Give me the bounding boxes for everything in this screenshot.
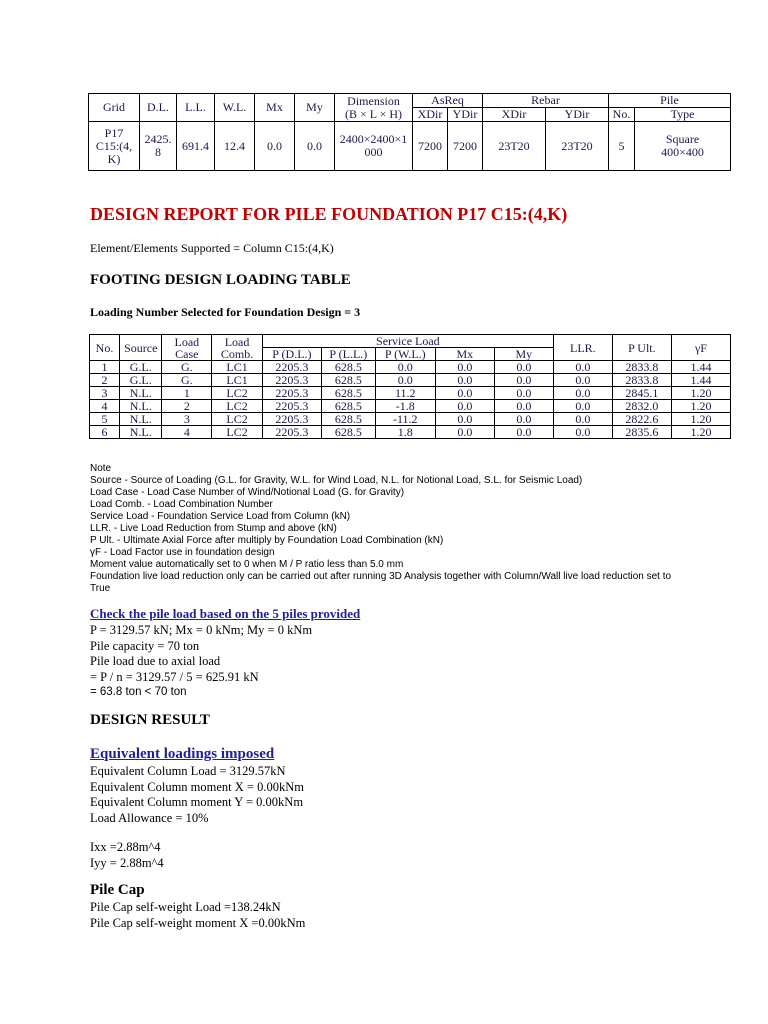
equivalent-line: Equivalent Column Load = 3129.57kN [90, 764, 286, 778]
cell-load-comb: LC2 [212, 413, 263, 426]
col-pdl: P (D.L.) [262, 348, 321, 361]
cell-pll: 628.5 [321, 400, 375, 413]
col-llr: LLR. [553, 335, 612, 361]
col-pwl: P (W.L.) [375, 348, 435, 361]
cell-my: 0.0 [494, 426, 553, 439]
cell-rebar-y: 23T20 [546, 122, 609, 171]
cell-grid: P17 C15:(4, K) [89, 122, 140, 171]
cell-pdl: 2205.3 [262, 413, 321, 426]
col-my: My [295, 94, 335, 122]
dimension-unit: (B × L × H) [344, 106, 403, 121]
pile-cap-line: Pile Cap self-weight Load =138.24kN [90, 900, 281, 914]
report-title: DESIGN REPORT FOR PILE FOUNDATION P17 C15:(4,K) [90, 204, 568, 224]
cell-pwl: -1.8 [375, 400, 435, 413]
cell-wl: 12.4 [215, 122, 255, 171]
loading-selected: Loading Number Selected for Foundation Design = 3 [90, 305, 361, 319]
cell-mx: 0.0 [255, 122, 295, 171]
cell-llr: 0.0 [553, 387, 612, 400]
cell-pll: 628.5 [321, 361, 375, 374]
col-pile-no: No. [609, 108, 635, 122]
equivalent-heading: Equivalent loadings imposed [90, 746, 275, 762]
col-no: No. [90, 335, 120, 361]
col-rebar-x: XDir [483, 108, 546, 122]
col-rebar: Rebar [483, 94, 609, 108]
col-load-comb: Load Comb. [212, 335, 263, 361]
cell-pult: 2833.8 [612, 361, 671, 374]
table-row [90, 387, 731, 400]
cell-pwl: 0.0 [375, 361, 435, 374]
cell-pwl: 11.2 [375, 387, 435, 400]
cell-load-case: 3 [162, 413, 212, 426]
cell-llr: 0.0 [553, 426, 612, 439]
cell-dimension: 2400×2400×1 000 [335, 122, 413, 171]
cell-no: 2 [90, 374, 120, 387]
note-line: True [90, 583, 111, 594]
cell-my: 0.0 [494, 361, 553, 374]
cell-pile-no: 5 [609, 122, 635, 171]
cell-source: N.L. [120, 387, 162, 400]
cell-pult: 2835.6 [612, 426, 671, 439]
note-line: Source - Source of Loading (G.L. for Gravity, W.L. for Wind Load, N.L. for Notional Load, S.L. for Seismic Load) [90, 475, 583, 486]
cell-pll: 628.5 [321, 374, 375, 387]
cell-source: G.L. [120, 361, 162, 374]
cell-load-comb: LC2 [212, 387, 263, 400]
cell-no: 5 [90, 413, 120, 426]
table-row [90, 413, 731, 426]
cell-pdl: 2205.3 [262, 374, 321, 387]
cell-source: G.L. [120, 374, 162, 387]
cell-no: 1 [90, 361, 120, 374]
pile-check-line: P = 3129.57 kN; Mx = 0 kNm; My = 0 kNm [90, 623, 313, 637]
cell-llr: 0.0 [553, 400, 612, 413]
col-pile-type: Type [635, 108, 731, 122]
col-rebar-y: YDir [546, 108, 609, 122]
loading-table [89, 334, 731, 439]
cell-pile-type: Square 400×400 [635, 122, 731, 171]
cell-mx: 0.0 [435, 426, 494, 439]
note-line: Foundation live load reduction only can be carried out after running 3D Analysis together with Column/Wall live load reduction set to [90, 571, 672, 582]
cell-dl: 2425. 8 [140, 122, 177, 171]
table-row [90, 426, 731, 439]
table-row [90, 374, 731, 387]
col-pile: Pile [609, 94, 731, 108]
cell-load-case: 1 [162, 387, 212, 400]
notes [90, 463, 750, 595]
table-row [89, 122, 731, 171]
table-row [90, 400, 731, 413]
col-asreq-x: XDir [413, 108, 448, 122]
pile-cap-line: Pile Cap self-weight moment X =0.00kNm [90, 915, 306, 930]
cell-my: 0.0 [494, 374, 553, 387]
cell-no: 3 [90, 387, 120, 400]
cell-pdl: 2205.3 [262, 361, 321, 374]
cell-load-comb: LC2 [212, 426, 263, 439]
elements-supported: Element/Elements Supported = Column C15:(4,K) [90, 241, 334, 255]
table-row [90, 361, 731, 374]
cell-source: N.L. [120, 400, 162, 413]
cell-pdl: 2205.3 [262, 426, 321, 439]
dimension-label: Dimension [347, 93, 400, 108]
cell-my: 0.0 [494, 400, 553, 413]
cell-pwl: 1.8 [375, 426, 435, 439]
cell-mx: 0.0 [435, 387, 494, 400]
pile-check-line: = P / n = 3129.57 / 5 = 625.91 kN [90, 669, 259, 684]
equivalent-line: Load Allowance = 10% [90, 810, 209, 825]
footing-heading: FOOTING DESIGN LOADING TABLE [90, 272, 351, 288]
note-line: Load Case - Load Case Number of Wind/Notional Load (G. for Gravity) [90, 487, 405, 498]
col-asreq-y: YDir [448, 108, 483, 122]
col-source: Source [120, 335, 162, 361]
note-line: P Ult. - Ultimate Axial Force after multiply by Foundation Load Combination (kN) [90, 535, 444, 546]
col-pll: P (L.L.) [321, 348, 375, 361]
col-mx: Mx [435, 348, 494, 361]
pile-check-heading: Check the pile load based on the 5 piles provided [90, 606, 361, 621]
pile-check [90, 606, 360, 701]
pile-cap [90, 882, 305, 931]
cell-asreq-y: 7200 [448, 122, 483, 171]
cell-pwl: -11.2 [375, 413, 435, 426]
col-wl: W.L. [215, 94, 255, 122]
cell-pll: 628.5 [321, 413, 375, 426]
cell-load-case: G. [162, 361, 212, 374]
pile-check-line: Pile capacity = 70 ton [90, 638, 200, 653]
cell-pult: 2833.8 [612, 374, 671, 387]
note-line: Moment value automatically set to 0 when M / P ratio less than 5.0 mm [90, 559, 404, 570]
note-line: Load Comb. - Load Combination Number [90, 499, 273, 510]
equivalent-loadings [90, 746, 304, 871]
design-result-heading: DESIGN RESULT [90, 712, 210, 728]
cell-load-comb: LC1 [212, 374, 263, 387]
cell-gf: 1.20 [671, 426, 730, 439]
pile-check-line: Pile load due to axial load [90, 654, 221, 668]
col-asreq: AsReq [413, 94, 483, 108]
cell-pwl: 0.0 [375, 374, 435, 387]
cell-no: 4 [90, 400, 120, 413]
col-ll: L.L. [177, 94, 215, 122]
cell-source: N.L. [120, 426, 162, 439]
cell-ll: 691.4 [177, 122, 215, 171]
cell-pult: 2845.1 [612, 387, 671, 400]
inertia-line: Ixx =2.88m^4 [90, 840, 161, 854]
equivalent-line: Equivalent Column moment Y = 0.00kNm [90, 795, 304, 809]
cell-mx: 0.0 [435, 361, 494, 374]
col-gf: γF [671, 335, 730, 361]
cell-llr: 0.0 [553, 361, 612, 374]
note-line: γF - Load Factor use in foundation design [90, 547, 275, 558]
cell-gf: 1.20 [671, 400, 730, 413]
cell-gf: 1.44 [671, 361, 730, 374]
cell-pult: 2822.6 [612, 413, 671, 426]
cell-mx: 0.0 [435, 400, 494, 413]
col-pult: P Ult. [612, 335, 671, 361]
cell-my: 0.0 [494, 387, 553, 400]
cell-source: N.L. [120, 413, 162, 426]
cell-llr: 0.0 [553, 413, 612, 426]
col-grid: Grid [89, 94, 140, 122]
pile-cap-heading: Pile Cap [90, 882, 145, 898]
cell-my: 0.0 [295, 122, 335, 171]
cell-rebar-x: 23T20 [483, 122, 546, 171]
cell-mx: 0.0 [435, 413, 494, 426]
cell-llr: 0.0 [553, 374, 612, 387]
col-service-load: Service Load [262, 335, 553, 348]
col-load-case: Load Case [162, 335, 212, 361]
cell-my: 0.0 [494, 413, 553, 426]
cell-load-case: G. [162, 374, 212, 387]
cell-load-comb: LC1 [212, 361, 263, 374]
cell-pll: 628.5 [321, 387, 375, 400]
pile-check-line: = 63.8 ton < 70 ton [90, 686, 187, 698]
cell-gf: 1.44 [671, 374, 730, 387]
cell-pll: 628.5 [321, 426, 375, 439]
cell-asreq-x: 7200 [413, 122, 448, 171]
cell-load-comb: LC2 [212, 400, 263, 413]
cell-mx: 0.0 [435, 374, 494, 387]
note-line: Note [90, 463, 112, 474]
cell-load-case: 2 [162, 400, 212, 413]
summary-table [88, 93, 731, 171]
inertia-line: Iyy = 2.88m^4 [90, 855, 164, 870]
col-my: My [494, 348, 553, 361]
cell-pult: 2832.0 [612, 400, 671, 413]
cell-gf: 1.20 [671, 413, 730, 426]
equivalent-line: Equivalent Column moment X = 0.00kNm [90, 779, 304, 794]
note-line: Service Load - Foundation Service Load from Column (kN) [90, 511, 351, 522]
cell-load-case: 4 [162, 426, 212, 439]
cell-pdl: 2205.3 [262, 400, 321, 413]
col-mx: Mx [255, 94, 295, 122]
note-line: LLR. - Live Load Reduction from Stump and above (kN) [90, 523, 337, 534]
col-dl: D.L. [140, 94, 177, 122]
col-dimension [335, 94, 413, 122]
cell-pdl: 2205.3 [262, 387, 321, 400]
cell-gf: 1.20 [671, 387, 730, 400]
cell-no: 6 [90, 426, 120, 439]
